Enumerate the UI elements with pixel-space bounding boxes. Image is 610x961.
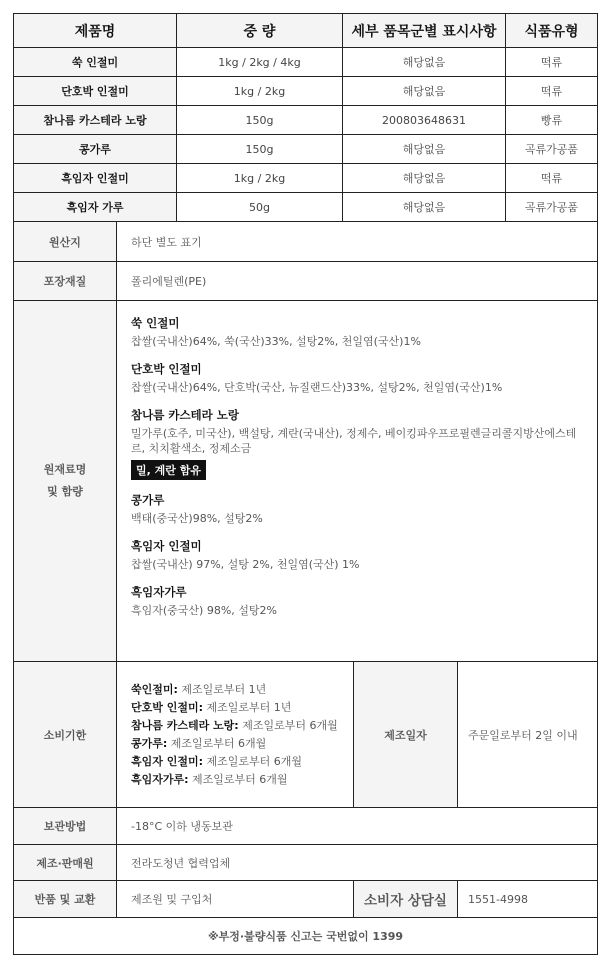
- ingredient-name: 콩가루: [131, 493, 165, 507]
- packaging-row: [14, 262, 598, 301]
- allergen-badge: 밀, 계란 함유: [131, 460, 206, 480]
- seller-label: 제조·판매원: [14, 845, 117, 881]
- ingredient-item: [131, 584, 587, 618]
- consumer-center-label: 소비자 상담실: [354, 881, 458, 918]
- expiry-item-text: 제조일로부터 6개월: [167, 736, 267, 750]
- header-food-type: 식품유형: [506, 14, 598, 48]
- notice-row: [14, 918, 598, 955]
- product-detail: 해당없음: [343, 77, 506, 106]
- product-type: 곡류가공품: [506, 135, 598, 164]
- table-row: [14, 135, 598, 164]
- product-name: 콩가루: [14, 135, 177, 164]
- product-detail: 해당없음: [343, 135, 506, 164]
- product-weight: 50g: [177, 193, 343, 222]
- ingredients-label-line2: 및 함량: [47, 485, 83, 498]
- storage-label: 보관방법: [14, 808, 117, 845]
- expiry-item-name: 단호박 인절미:: [131, 700, 203, 714]
- ingredients-label: [14, 301, 117, 662]
- ingredients-label-line1: 원재료명: [43, 463, 87, 476]
- product-name: 단호박 인절미: [14, 77, 177, 106]
- product-name: 흑임자 인절미: [14, 164, 177, 193]
- product-weight: 150g: [177, 135, 343, 164]
- ingredient-name: 흑임자 인절미: [131, 539, 202, 553]
- product-type: 떡류: [506, 48, 598, 77]
- expiry-item: [131, 681, 345, 699]
- expiry-item-name: 흑임자가루:: [131, 772, 189, 786]
- storage-value: -18°C 이하 냉동보관: [117, 808, 598, 845]
- expiry-item-text: 제조일로부터 1년: [177, 682, 267, 696]
- seller-value: 전라도청년 협력업체: [117, 845, 598, 881]
- expiry-item: [131, 699, 345, 717]
- expiry-item-name: 흑임자 인절미:: [131, 754, 203, 768]
- product-type: 곡류가공품: [506, 193, 598, 222]
- origin-label: 원산지: [14, 222, 117, 262]
- food-label-sheet: [13, 13, 597, 955]
- expiry-item-name: 콩가루:: [131, 736, 168, 750]
- ingredient-name: 쑥 인절미: [131, 316, 180, 330]
- table-row: [14, 77, 598, 106]
- returns-value: 제조원 및 구입처: [117, 881, 354, 918]
- product-weight: 1kg / 2kg / 4kg: [177, 48, 343, 77]
- expiry-item-text: 제조일로부터 6개월: [188, 772, 288, 786]
- expiry-item-text: 제조일로부터 6개월: [202, 754, 302, 768]
- info-table: [13, 221, 598, 955]
- ingredient-name: 단호박 인절미: [131, 362, 202, 376]
- table-row: [14, 164, 598, 193]
- ingredient-name: 참나름 카스테라 노랑: [131, 408, 239, 422]
- consumer-center-value: 1551-4998: [458, 881, 598, 918]
- ingredient-item: [131, 538, 587, 572]
- product-detail: 해당없음: [343, 164, 506, 193]
- table-row: [14, 48, 598, 77]
- expiry-value: [117, 662, 354, 808]
- product-detail: 200803648631: [343, 106, 506, 135]
- ingredients-value: [117, 301, 598, 662]
- ingredient-text: 백태(중국산)98%, 설탕2%: [131, 512, 263, 525]
- expiry-item: [131, 735, 345, 753]
- ingredient-item: [131, 407, 587, 480]
- header-detail: 세부 품목군별 표시사항: [343, 14, 506, 48]
- origin-value: 하단 별도 표기: [117, 222, 598, 262]
- ingredient-text: 흑임자(중국산) 98%, 설탕2%: [131, 604, 277, 617]
- expiry-item-name: 참나름 카스테라 노랑:: [131, 718, 239, 732]
- notice-text: ※부정·불량식품 신고는 국번없이 1399: [14, 918, 598, 955]
- product-weight: 1kg / 2kg: [177, 77, 343, 106]
- ingredient-text: 찹쌀(국내산) 97%, 설탕 2%, 천일염(국산) 1%: [131, 558, 360, 571]
- storage-row: [14, 808, 598, 845]
- product-type: 떡류: [506, 77, 598, 106]
- product-type: 빵류: [506, 106, 598, 135]
- table-row: [14, 106, 598, 135]
- ingredients-row: [14, 301, 598, 662]
- packaging-label: 포장재질: [14, 262, 117, 301]
- ingredient-item: [131, 492, 587, 526]
- returns-row: [14, 881, 598, 918]
- header-weight: 중 량: [177, 14, 343, 48]
- ingredient-item: [131, 361, 587, 395]
- product-weight: 150g: [177, 106, 343, 135]
- product-weight: 1kg / 2kg: [177, 164, 343, 193]
- manufacture-date-label: 제조일자: [354, 662, 458, 808]
- seller-row: [14, 845, 598, 881]
- product-detail: 해당없음: [343, 48, 506, 77]
- returns-label: 반품 및 교환: [14, 881, 117, 918]
- ingredient-text: 찹쌀(국내산)64%, 단호박(국산, 뉴질랜드산)33%, 설탕2%, 천일염(국산)1%: [131, 381, 503, 394]
- packaging-value: 폴리에틸렌(PE): [117, 262, 598, 301]
- ingredient-item: [131, 315, 587, 349]
- expiry-item: [131, 753, 345, 771]
- product-table-header: [14, 14, 598, 48]
- product-name: 참나름 카스테라 노랑: [14, 106, 177, 135]
- header-product-name: 제품명: [14, 14, 177, 48]
- ingredient-text: 찹쌀(국내산)64%, 쑥(국산)33%, 설탕2%, 천일염(국산)1%: [131, 335, 421, 348]
- origin-row: [14, 222, 598, 262]
- expiry-item: [131, 771, 345, 789]
- expiry-item: [131, 717, 345, 735]
- product-name: 흑임자 가루: [14, 193, 177, 222]
- product-detail: 해당없음: [343, 193, 506, 222]
- expiry-label: 소비기한: [14, 662, 117, 808]
- expiry-item-text: 제조일로부터 1년: [202, 700, 292, 714]
- product-table: [13, 13, 598, 222]
- expiry-item-text: 제조일로부터 6개월: [238, 718, 338, 732]
- ingredient-name: 흑임자가루: [131, 585, 187, 599]
- product-name: 쑥 인절미: [14, 48, 177, 77]
- expiry-row: [14, 662, 598, 808]
- table-row: [14, 193, 598, 222]
- ingredient-text: 밀가루(호주, 미국산), 백설탕, 계란(국내산), 정제수, 베이킹파우프로필렌글리콜지방산에스테르, 치치활색소, 정제소금: [131, 427, 577, 455]
- manufacture-date-value: 주문일로부터 2일 이내: [458, 662, 598, 808]
- product-type: 떡류: [506, 164, 598, 193]
- expiry-item-name: 쑥인절미:: [131, 682, 178, 696]
